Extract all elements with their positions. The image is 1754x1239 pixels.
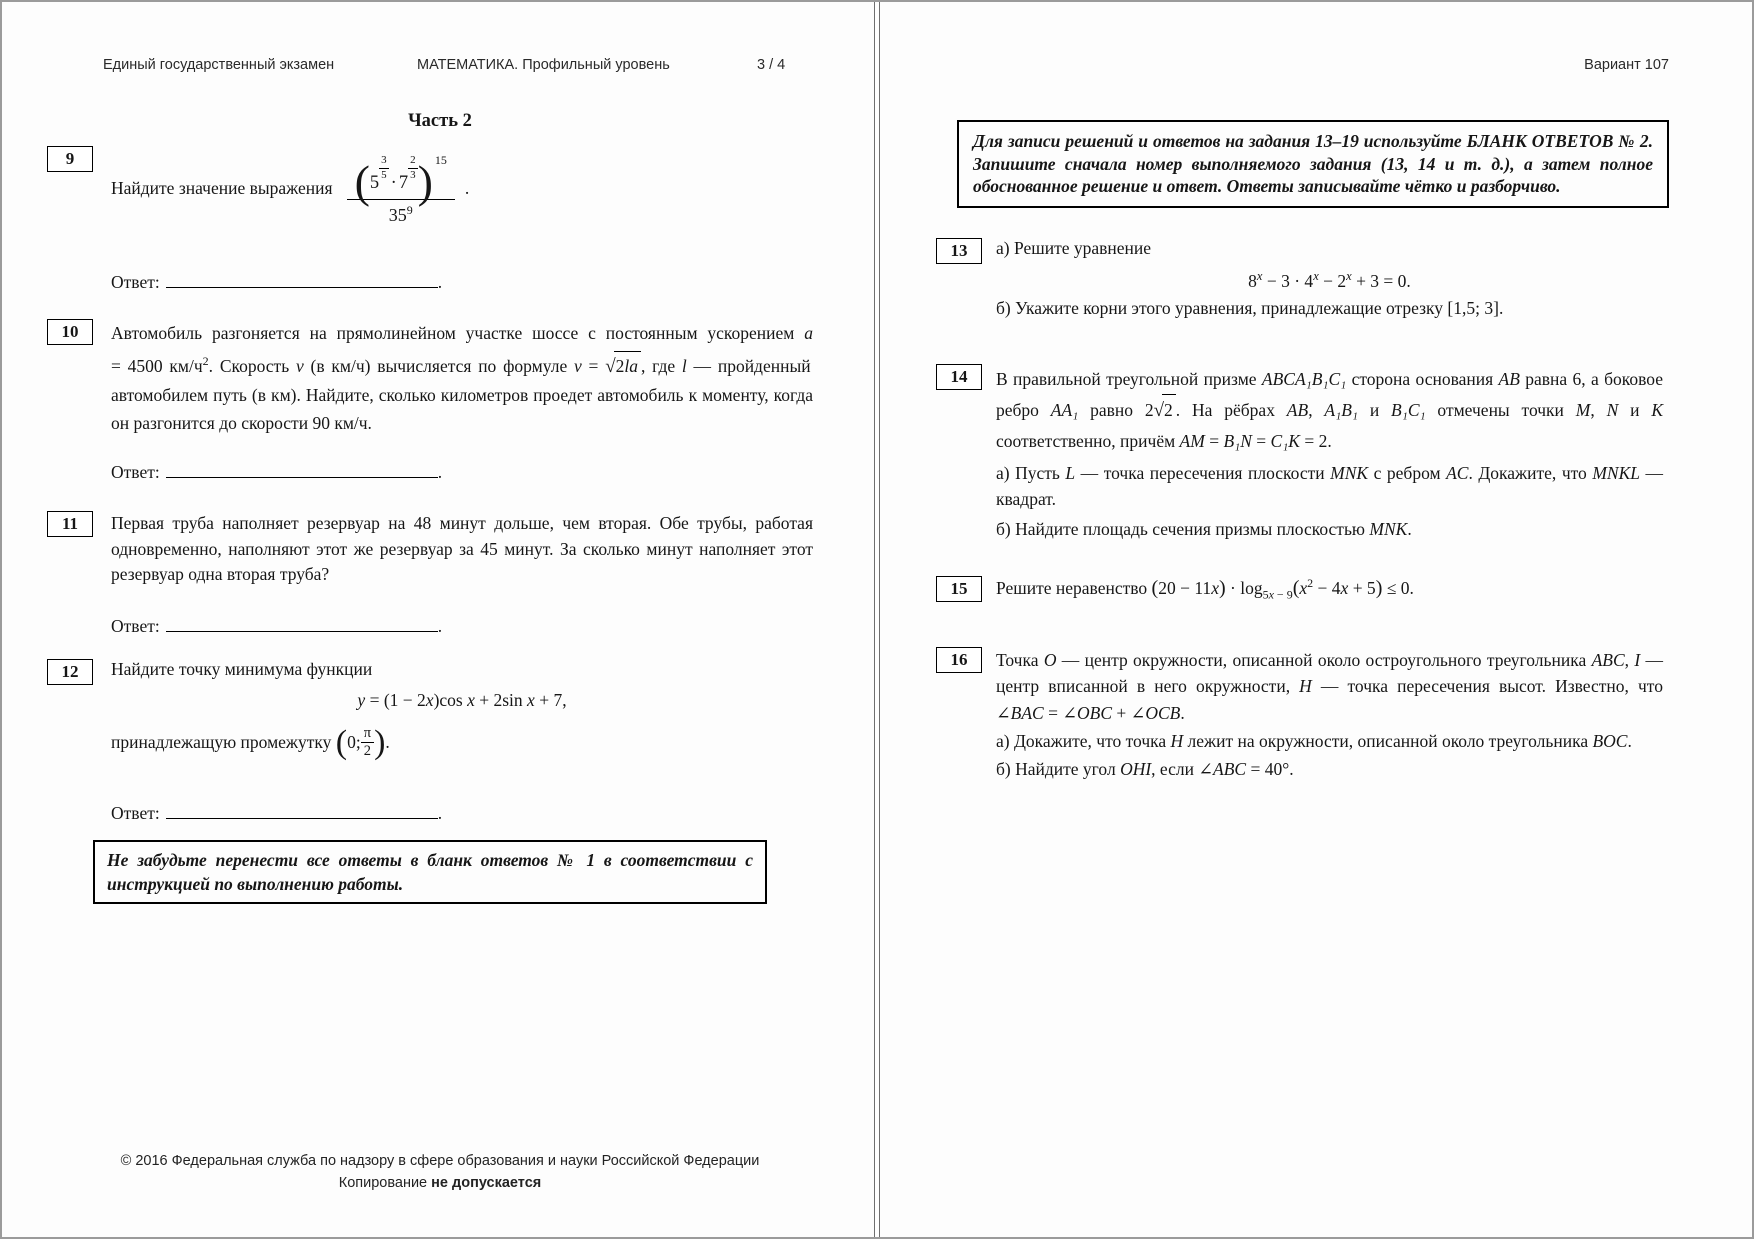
exponent-3-5: $\frac{3}{5}$	[381, 153, 387, 181]
page-left-header	[5, 57, 875, 77]
instruction-box: Для записи решений и ответов на задания 13–19 используйте БЛАНК ОТВЕТОВ № 2. Запишите сначала номер выполняемого задания (13, 14 и т. д.), а затем полное обоснованное решение и ответ. Ответы записывайте чётко и разборчиво.	[957, 120, 1669, 208]
problem-13-equation: $8^x - 3 \cdot 4^x - 2^x + 3 = 0$.	[1248, 268, 1411, 291]
outer-exponent: 15	[434, 152, 447, 167]
answer-blank	[166, 462, 438, 478]
problem-12-lead: Найдите точку минимума функции	[111, 658, 373, 679]
problem-12	[61, 658, 813, 767]
answer-line-10	[111, 462, 813, 483]
problem-13-part-a: а) Решите уравнение	[996, 237, 1152, 258]
answer-blank	[166, 616, 438, 632]
part-title: Часть 2	[408, 111, 472, 131]
answer-period: .	[437, 802, 443, 823]
page-right-header	[883, 57, 1753, 77]
problem-13	[950, 237, 1663, 320]
multiplication-dot: ·	[390, 172, 397, 193]
answer-line-11	[111, 616, 813, 637]
denominator-base: 35	[388, 204, 407, 225]
problem-16-text: Точка O — центр окружности, описанной около остроугольного треугольника ABC, I — центр вписанной в него окружности, H — точка пересечения высот. Известно, что ∠BAC = ∠OBC + ∠OCB.	[996, 649, 1663, 723]
page-right	[883, 5, 1753, 1238]
footer-copyright: © 2016 Федеральная служба по надзору в сфере образования и науки Российской Федерации	[120, 1153, 760, 1169]
problem-14-text: В правильной треугольной призме ABCA₁B₁C₁ сторона основания AB равна 6, а боковое ребро AA₁ равно 2√2 . На рёбрах AB, A₁B₁ и B₁C₁ отмечены точки M, N и K соответственно, причём AM = B₁N = C₁K = 2.	[996, 369, 1664, 452]
problem-10-text: Автомобиль разгоняется на прямолинейном участке шоссе с постоянным ускорением a = 4500 $км/ч^2$. Скорость v (в км/ч) вычисляется по формуле v = √2la , где l — пройденный автомобилем путь (в км). Найдите, сколько километров проедет автомобиль к моменту, когда он разгонится до скорости 90 км/ч.	[111, 323, 813, 433]
problem-11	[61, 511, 813, 588]
header-subject: МАТЕМАТИКА. Профильный уровень	[417, 57, 670, 73]
problem-11-text: Первая труба наполняет резервуар на 48 минут дольше, чем вторая. Обе трубы, работая одновременно, наполняют этот же резервуар за 45 минут. За сколько минут наполняет этот резервуар одна вторая труба?	[111, 513, 813, 584]
answer-period: .	[437, 615, 443, 636]
answer-line-12	[111, 803, 813, 824]
header-variant: Вариант 107	[1584, 57, 1669, 73]
answer-label: Ответ:	[111, 802, 160, 823]
answer-period: .	[437, 462, 443, 482]
base-5: 5	[369, 172, 380, 193]
log-base: 5x − 9	[1262, 587, 1293, 602]
page-divider	[874, 2, 880, 1237]
transfer-answers-note: Не забудьте перенести все ответы в бланк ответов № 1 в соответствии с инструкцией по выполнению работы.	[93, 840, 767, 904]
question-number-10: 10	[47, 319, 93, 345]
problem-15	[950, 576, 1663, 603]
exponent-2-3: $\frac{2}{3}$	[410, 153, 416, 181]
answer-label: Ответ:	[111, 462, 160, 482]
answer-label: Ответ:	[111, 272, 160, 292]
answer-line-9	[111, 272, 813, 293]
question-number-11: 11	[47, 511, 93, 537]
right-paren: )	[417, 155, 433, 207]
problem-9	[65, 146, 813, 230]
problem-9-lead: Найдите значение выражения	[111, 177, 333, 198]
denominator-exponent: 9	[406, 202, 413, 217]
problem-13-part-b: б) Укажите корни этого уравнения, принадлежащие отрезку [1,5; 3].	[996, 298, 1504, 319]
pi-over-2-fraction: π 2	[361, 726, 374, 759]
problem-12-interval: принадлежащую промежутку ( 0; π 2 ) .	[111, 723, 390, 761]
question-number-9: 9	[47, 146, 93, 172]
base-7: 7	[398, 172, 409, 193]
problem-16-part-b: б) Найдите угол OHI, если ∠ABC = 40°.	[996, 759, 1294, 780]
formula-period: .	[464, 177, 470, 198]
problem-9-fraction	[347, 151, 455, 226]
sqrt-icon: √	[605, 356, 616, 377]
answer-blank	[166, 272, 438, 288]
footer-copy-warning: Копирование не допускается	[338, 1175, 542, 1191]
answer-blank	[166, 803, 438, 819]
problem-10	[61, 319, 813, 437]
problem-14-part-b: б) Найдите площадь сечения призмы плоскостью MNK.	[996, 519, 1412, 540]
sqrt-icon: √	[1153, 400, 1165, 422]
question-number-15: 15	[936, 576, 982, 602]
problem-16	[950, 647, 1663, 783]
question-number-12: 12	[47, 659, 93, 685]
sqrt-radical: √2la	[605, 356, 641, 376]
question-number-14: 14	[936, 364, 982, 390]
problem-14-part-a: а) Пусть L — точка пересечения плоскости MNK с ребром AC. Докажите, что MNKL — квадрат.	[996, 463, 1663, 510]
question-number-16: 16	[936, 647, 982, 673]
problem-16-part-a: а) Докажите, что точка H лежит на окружности, описанной около треугольника BOC.	[996, 731, 1632, 752]
sqrt-radical: √2	[1154, 400, 1176, 420]
header-exam-name: Единый государственный экзамен	[103, 57, 335, 73]
page-footer	[5, 1150, 875, 1194]
problem-12-formula: y = (1 − 2x)cos x + 2sin x + 7,	[357, 689, 567, 710]
problem-14	[950, 364, 1664, 542]
answer-label: Ответ:	[111, 615, 160, 636]
answer-period: .	[437, 272, 443, 292]
question-number-13: 13	[936, 238, 982, 264]
header-page-number: 3 / 4	[757, 57, 786, 73]
left-paren: (	[354, 155, 370, 207]
page-left	[5, 5, 875, 1238]
problem-15-text: Решите неравенство $(20 - 11x) \cdot \log_{5x - 9}(x^2 - 4x + 5) \le 0$.	[996, 576, 1414, 602]
